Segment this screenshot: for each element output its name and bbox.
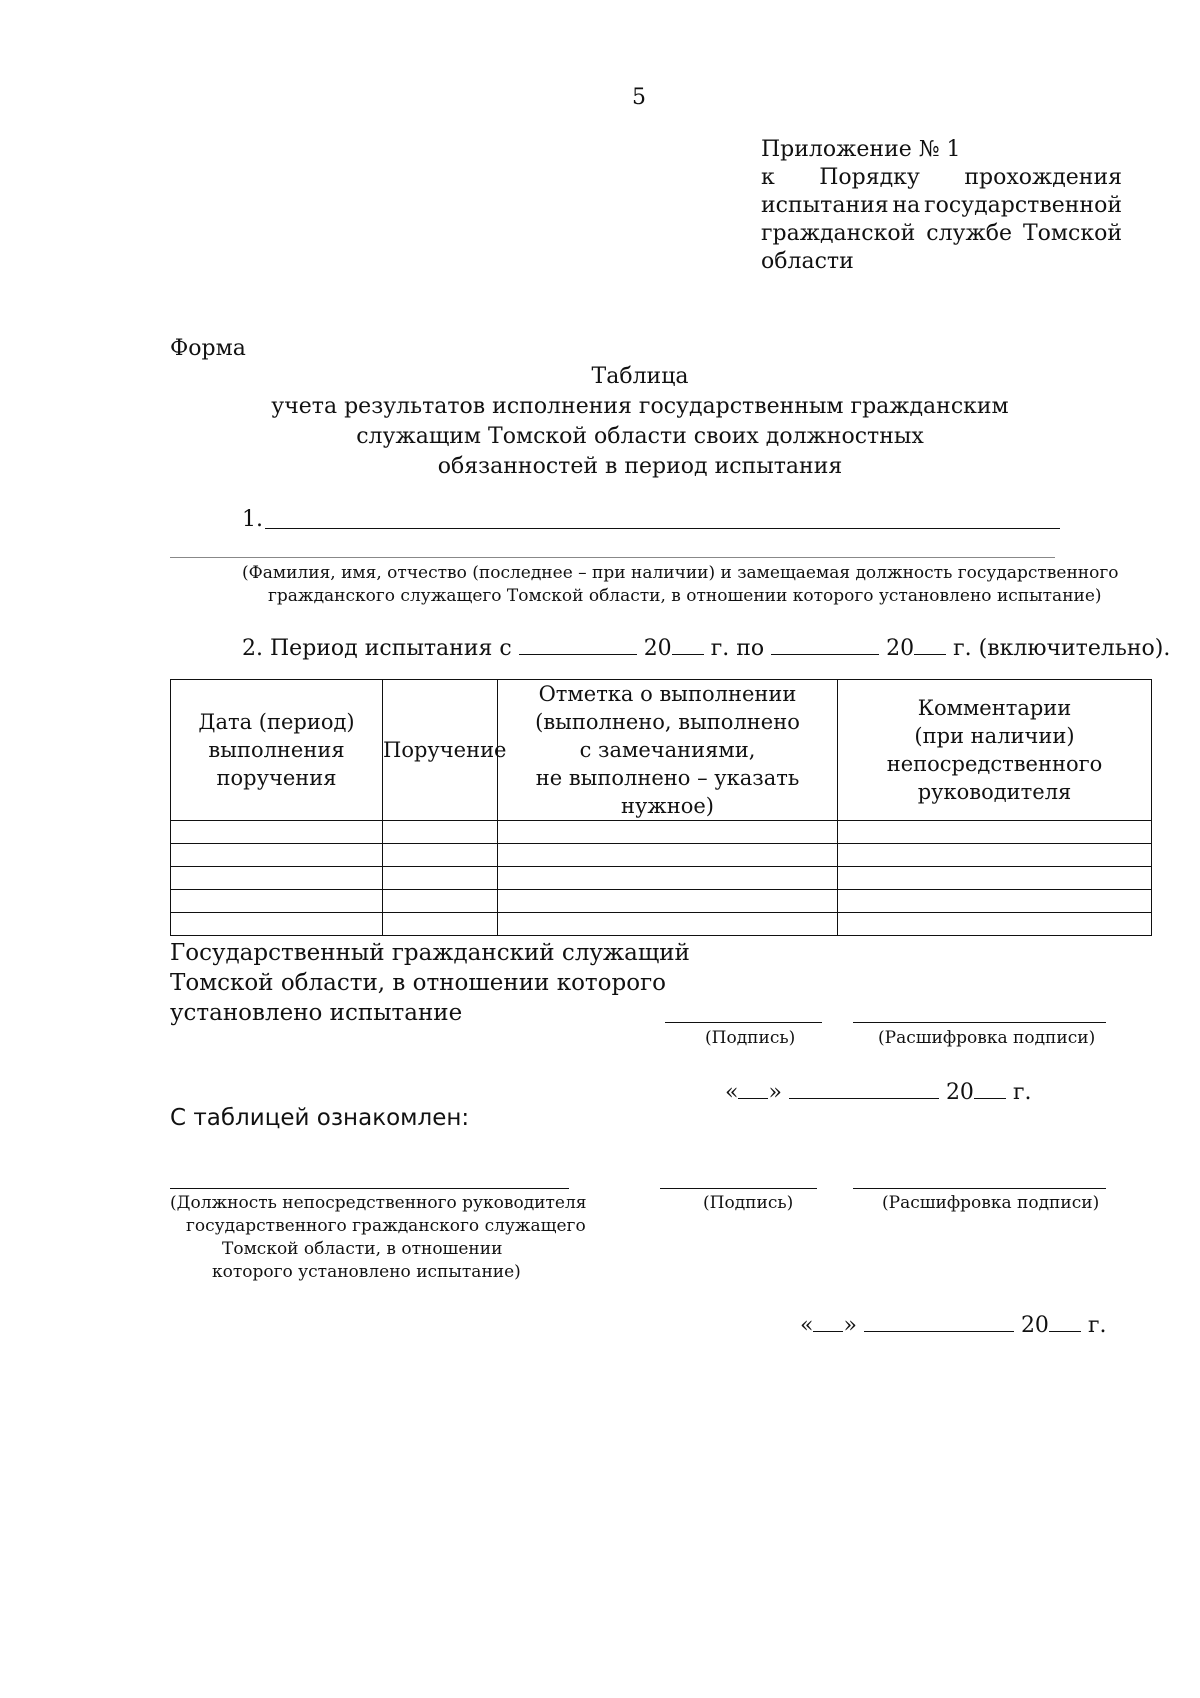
manager-decoding-caption: (Расшифровка подписи) <box>882 1193 1100 1213</box>
manager-position-caption-4: которого установлено испытание) <box>212 1262 521 1282</box>
page-number: 5 <box>632 85 646 110</box>
manager-position-caption-2: государственного гражданского служащего <box>186 1216 586 1236</box>
manager-signature-caption: (Подпись) <box>703 1193 794 1213</box>
manager-date <box>800 1309 1106 1340</box>
header-line: Поручение <box>383 738 507 762</box>
heading-line-4: обязанностей в период испытания <box>437 454 843 479</box>
item2-year1: 20 <box>643 636 672 661</box>
header-completion-mark <box>498 680 838 821</box>
appendix-word: испытания <box>761 193 889 218</box>
table-cell[interactable] <box>838 844 1152 867</box>
item2-suffix: г. (включительно). <box>953 636 1171 661</box>
item1-full-rule <box>170 557 1055 558</box>
period-start-blank <box>519 632 637 655</box>
table-cell[interactable] <box>171 890 383 913</box>
item2-mid: г. по <box>710 636 765 661</box>
month-blank <box>864 1309 1014 1332</box>
table-row <box>171 821 1152 844</box>
table-cell[interactable] <box>838 890 1152 913</box>
date-year: 20 <box>945 1080 974 1105</box>
heading-line-2: учета результатов исполнения государственным гражданским <box>271 394 1009 419</box>
date-quote-close: » <box>768 1080 782 1105</box>
appendix-word: службе <box>926 221 1012 246</box>
appendix-word: Томской <box>1022 221 1122 246</box>
table-cell[interactable] <box>838 913 1152 936</box>
table-cell[interactable] <box>171 913 383 936</box>
period-end-year-blank <box>914 632 946 655</box>
header-line: не выполнено – указать нужное) <box>535 766 800 818</box>
item2-prefix: 2. Период испытания с <box>242 636 512 661</box>
date-suffix: г. <box>1087 1313 1107 1338</box>
item2-period <box>242 632 1170 663</box>
table-cell[interactable] <box>383 913 498 936</box>
date-suffix: г. <box>1012 1080 1032 1105</box>
date-quote-open: « <box>725 1080 739 1105</box>
table-cell[interactable] <box>498 890 838 913</box>
day-blank <box>738 1076 768 1099</box>
appendix-word: на <box>892 193 921 218</box>
header-date <box>171 680 383 821</box>
appendix-title: Приложение № 1 <box>761 137 961 162</box>
table-cell[interactable] <box>498 867 838 890</box>
manager-signature-line <box>660 1188 817 1189</box>
table-cell[interactable] <box>171 821 383 844</box>
header-line: Дата (период) <box>198 710 355 734</box>
results-table <box>170 679 1152 936</box>
header-line: Комментарии <box>917 696 1072 720</box>
servant-date <box>725 1076 1031 1107</box>
manager-decoding-line <box>853 1188 1106 1189</box>
appendix-block <box>761 136 1122 276</box>
period-end-blank <box>771 632 879 655</box>
header-comments <box>838 680 1152 821</box>
servant-decoding-line <box>853 1022 1106 1023</box>
item2-year2: 20 <box>886 636 915 661</box>
date-year: 20 <box>1020 1313 1049 1338</box>
period-start-year-blank <box>672 632 704 655</box>
appendix-line <box>761 220 1122 248</box>
table-cell[interactable] <box>838 821 1152 844</box>
appendix-line <box>761 164 1122 192</box>
acquainted-label: С таблицей ознакомлен: <box>170 1105 470 1131</box>
servant-decoding-caption: (Расшифровка подписи) <box>878 1028 1096 1048</box>
appendix-word: государственной <box>924 193 1122 218</box>
form-label: Форма <box>170 336 246 361</box>
table-cell[interactable] <box>838 867 1152 890</box>
item1-fill-line <box>265 528 1060 529</box>
servant-line-2: Томской области, в отношении которого <box>170 970 666 996</box>
table-cell[interactable] <box>498 844 838 867</box>
servant-signature-line <box>665 1022 822 1023</box>
servant-signature-caption: (Подпись) <box>705 1028 796 1048</box>
header-line: (выполнено, выполнено <box>535 710 800 734</box>
appendix-word: к <box>761 165 775 190</box>
day-blank <box>813 1309 843 1332</box>
manager-position-caption-3: Томской области, в отношении <box>222 1239 503 1259</box>
table-header-row <box>171 680 1152 821</box>
header-line: (при наличии) <box>914 724 1075 748</box>
heading-line-1: Таблица <box>591 364 689 389</box>
table-row <box>171 844 1152 867</box>
date-quote-close: » <box>843 1313 857 1338</box>
table-cell[interactable] <box>171 844 383 867</box>
table-cell[interactable] <box>498 913 838 936</box>
table-row <box>171 867 1152 890</box>
date-quote-open: « <box>800 1313 814 1338</box>
servant-line-3: установлено испытание <box>170 1000 463 1026</box>
month-blank <box>789 1076 939 1099</box>
table-body <box>171 821 1152 936</box>
appendix-word: Порядку <box>819 165 920 190</box>
manager-position-caption-1: (Должность непосредственного руководителя <box>170 1193 587 1213</box>
table-cell[interactable] <box>383 821 498 844</box>
header-line: выполнения <box>208 738 345 762</box>
table-row <box>171 913 1152 936</box>
item1-number: 1. <box>242 507 263 532</box>
appendix-word: прохождения <box>964 165 1122 190</box>
header-line: поручения <box>216 766 337 790</box>
header-line: Отметка о выполнении <box>538 682 797 706</box>
appendix-line: области <box>761 249 854 274</box>
header-line: руководителя <box>917 780 1072 804</box>
table-cell[interactable] <box>383 890 498 913</box>
table-cell[interactable] <box>498 821 838 844</box>
manager-position-line <box>170 1188 569 1189</box>
year-blank <box>1049 1309 1081 1332</box>
item1-caption-line-2: гражданского служащего Томской области, в отношении которого установлено испытание) <box>268 586 1102 606</box>
servant-line-1: Государственный гражданский служащий <box>170 940 690 966</box>
item1-caption-line-1: (Фамилия, имя, отчество (последнее – при наличии) и замещаемая должность государственного <box>242 563 1119 583</box>
header-assignment <box>383 680 507 821</box>
year-blank <box>974 1076 1006 1099</box>
appendix-word: гражданской <box>761 221 916 246</box>
header-line: с замечаниями, <box>579 738 756 762</box>
header-line: непосредственного <box>886 752 1103 776</box>
table-row <box>171 890 1152 913</box>
heading-line-3: служащим Томской области своих должностных <box>356 424 924 449</box>
table-cell[interactable] <box>383 867 498 890</box>
appendix-line <box>761 192 1122 220</box>
table-cell[interactable] <box>171 867 383 890</box>
table-cell[interactable] <box>383 844 498 867</box>
